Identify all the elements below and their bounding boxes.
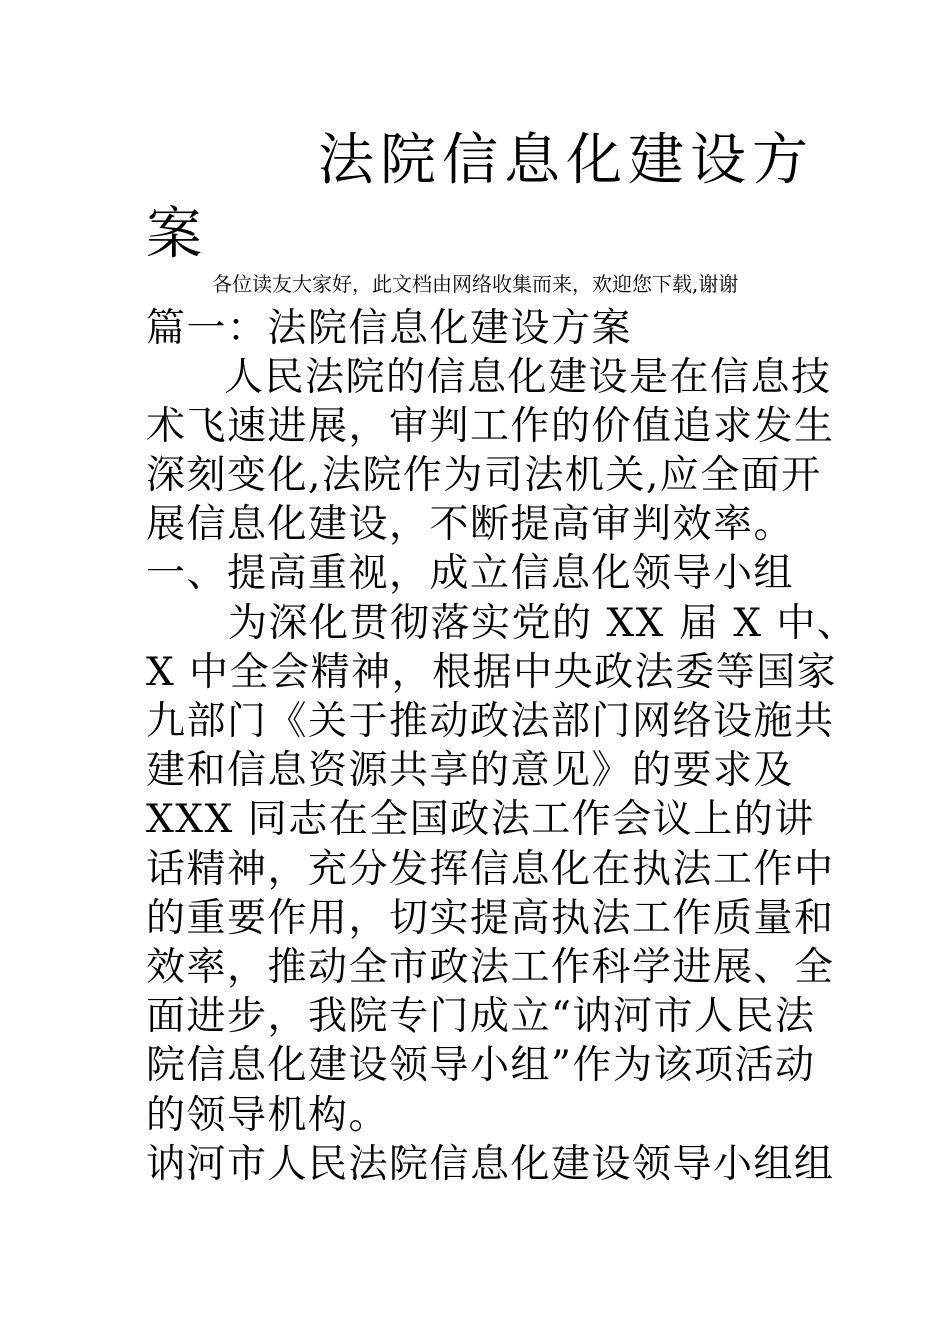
paragraph-line: 建和信息资源共享的意见》的要求及: [146, 748, 795, 793]
paragraph-line: 话精神，充分发挥信息化在执法工作中: [146, 847, 835, 892]
paragraph-line: 面进步，我院专门成立“讷河市人民法: [146, 994, 816, 1039]
paragraph-line: 讷河市人民法院信息化建设领导小组组: [146, 1142, 835, 1187]
subsection-heading: 一、提高重视，成立信息化领导小组: [146, 551, 795, 596]
document-title-line-1: 法院信息化建设方: [318, 128, 814, 193]
paragraph-line: 的领导机构。: [146, 1093, 390, 1138]
paragraph-line: 展信息化建设，不断提高审判效率。: [146, 502, 795, 547]
paragraph-line: X 中全会精神，根据中央政法委等国家: [146, 650, 838, 695]
paragraph-line: 人民法院的信息化建设是在信息技: [224, 355, 832, 400]
paragraph-line: 深刻变化,法院作为司法机关,应全面开: [146, 453, 822, 498]
paragraph-line: 九部门《关于推动政法部门网络设施共: [146, 699, 835, 744]
paragraph-line: 的重要作用，切实提高执法工作质量和: [146, 896, 835, 941]
paragraph-line: 院信息化建设领导小组”作为该项活动: [146, 1043, 816, 1088]
document-title-line-2: 案: [146, 202, 208, 267]
paragraph-line: 效率，推动全市政法工作科学进展、全: [146, 945, 835, 990]
download-note: 各位读友大家好，此文档由网络收集而来，欢迎您下载,谢谢: [212, 272, 739, 296]
paragraph-line: 术飞速进展，审判工作的价值追求发生: [146, 404, 835, 449]
paragraph-line: 为深化贯彻落实党的 XX 届 X 中、: [228, 601, 858, 646]
section-heading: 篇一：法院信息化建设方案: [146, 306, 633, 351]
paragraph-line: XXX 同志在全国政法工作会议上的讲: [146, 797, 815, 842]
